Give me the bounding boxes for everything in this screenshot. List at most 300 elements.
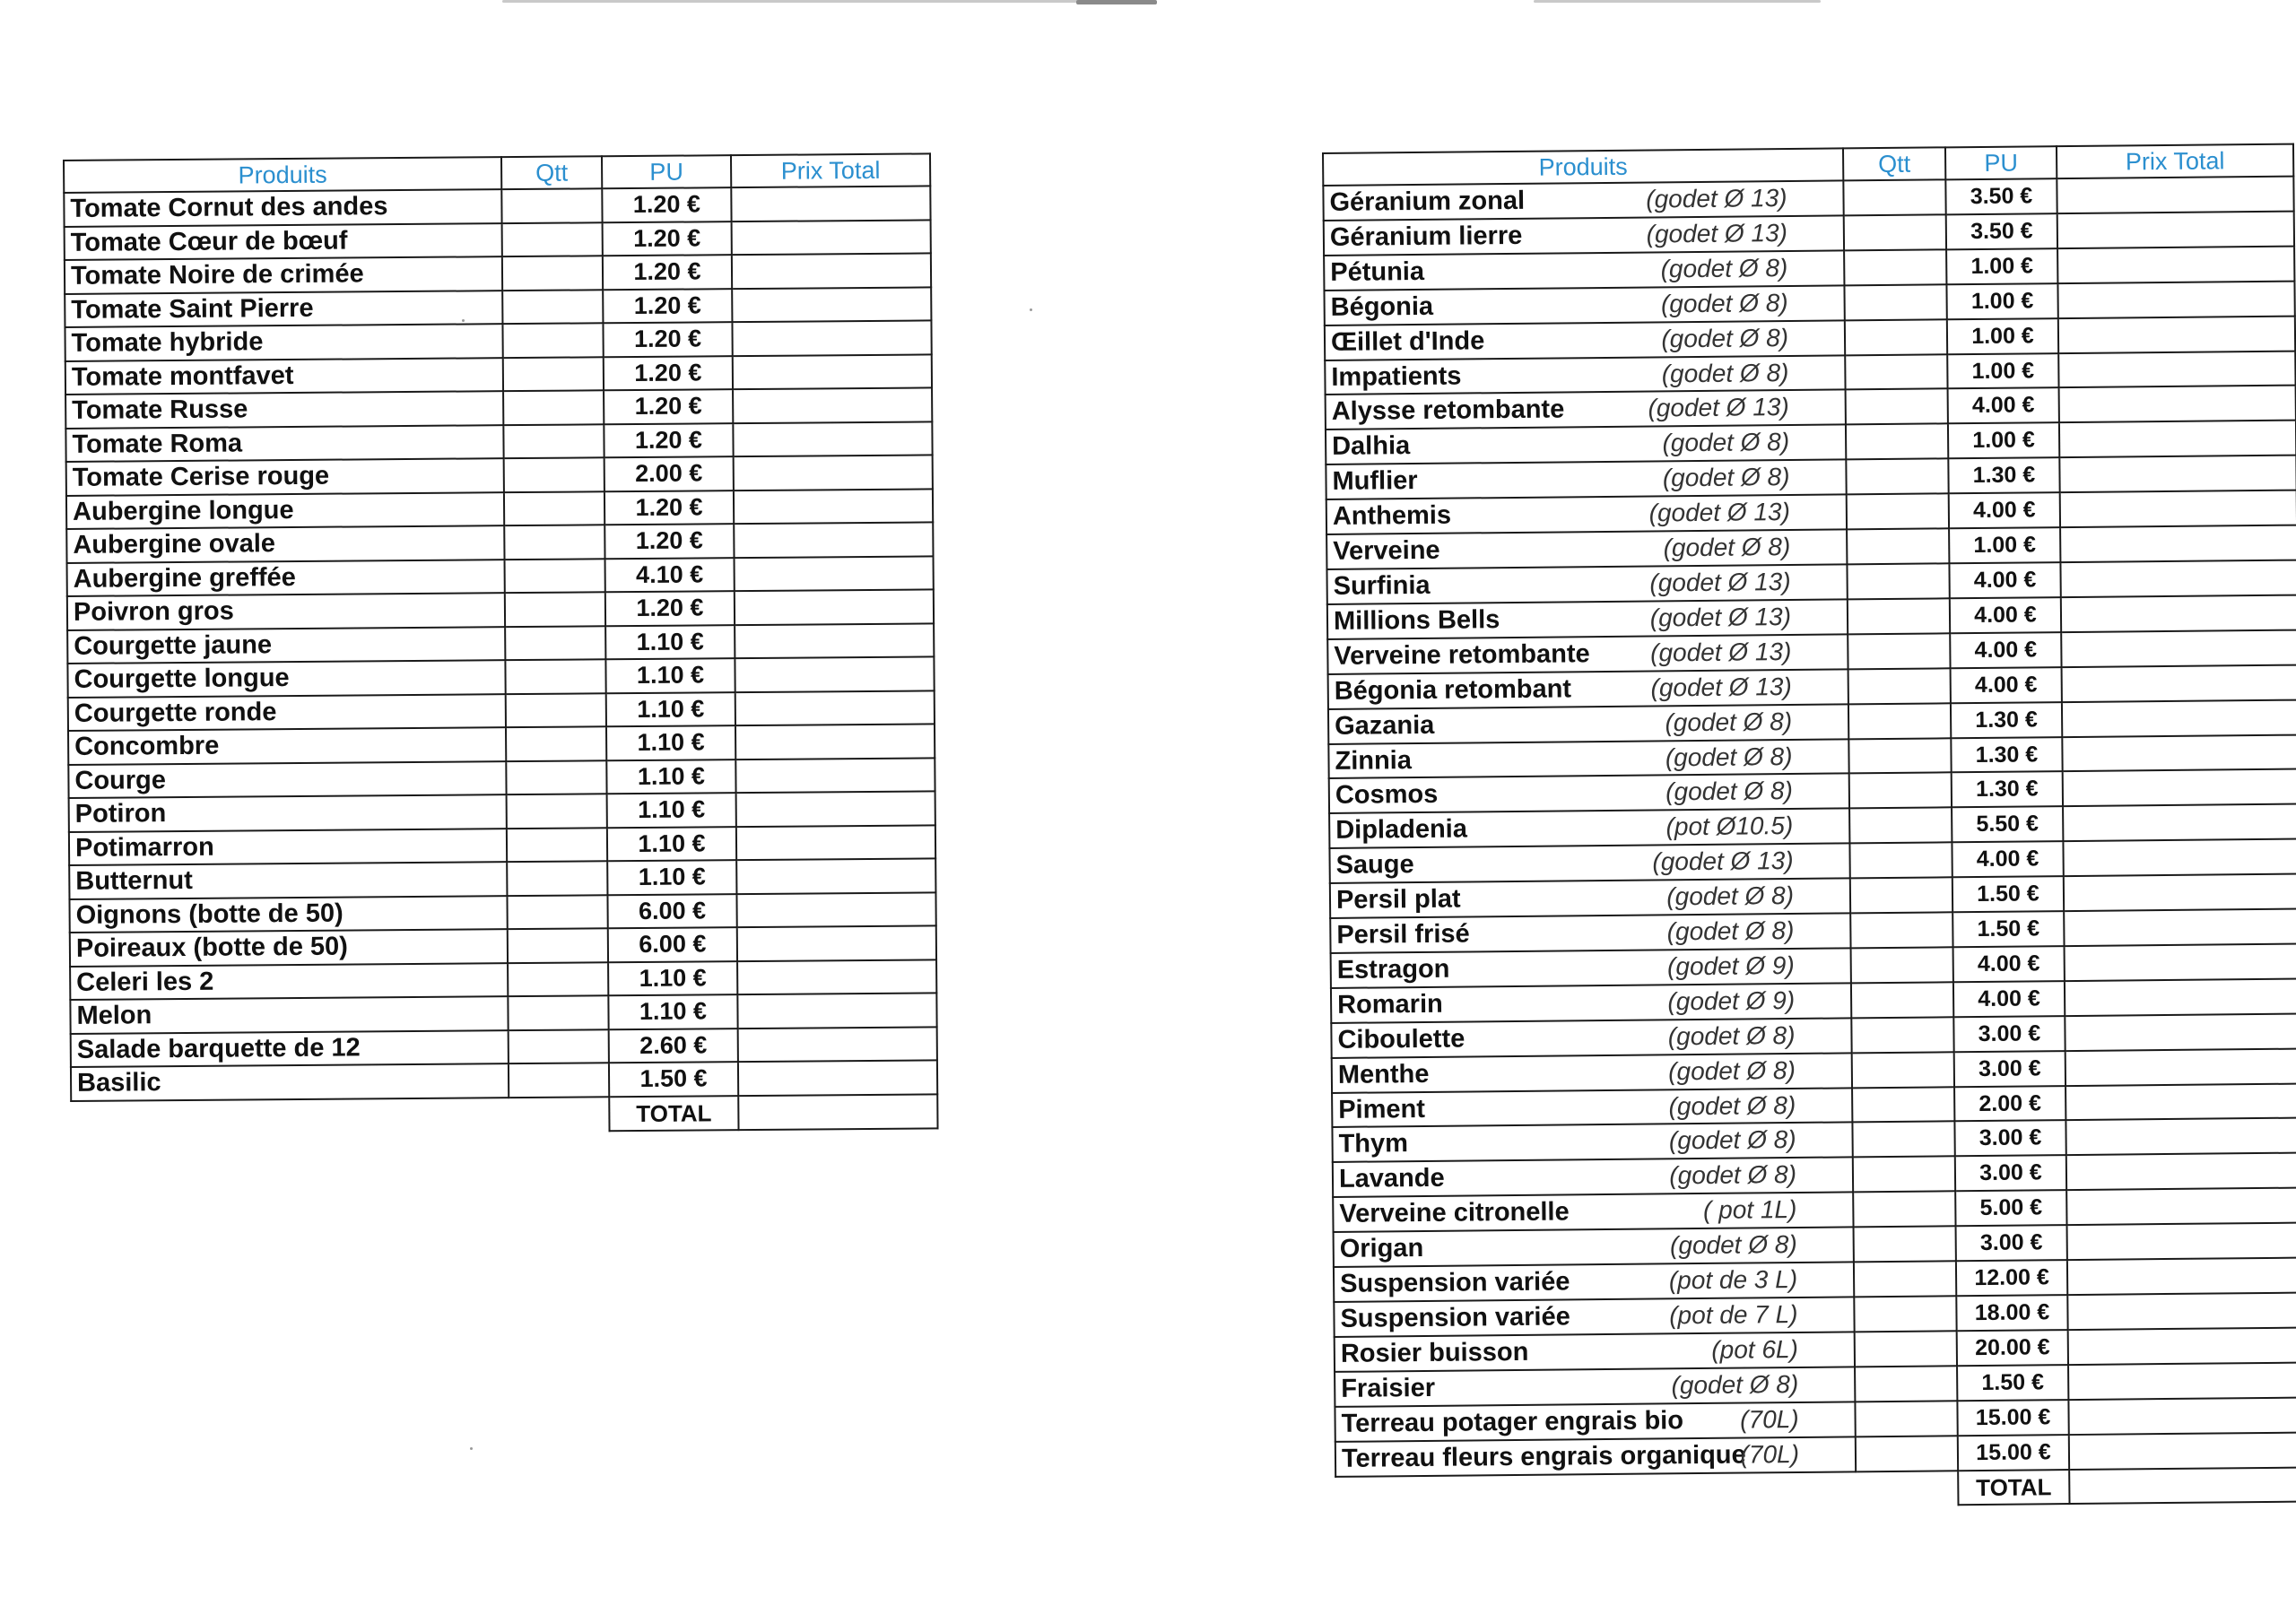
product-name: Romarin <box>1336 989 1443 1020</box>
line-total-cell[interactable] <box>737 959 936 994</box>
line-total-cell[interactable] <box>2064 874 2296 911</box>
line-total-cell[interactable] <box>2066 1083 2296 1120</box>
vegetables-rows <box>64 186 937 1100</box>
pot-size: (godet Ø 13) <box>1648 393 1789 422</box>
quantity-cell[interactable] <box>1844 284 1946 320</box>
line-total-cell[interactable] <box>2066 1188 2296 1225</box>
line-total-cell[interactable] <box>2057 246 2294 282</box>
line-total-cell[interactable] <box>2068 1327 2296 1364</box>
grand-total-cell[interactable] <box>2069 1467 2296 1504</box>
pot-size: (godet Ø 8) <box>1666 881 1795 911</box>
line-total-cell[interactable] <box>2065 978 2296 1015</box>
product-name: Tomate hybride <box>71 327 264 358</box>
header-product: Produits <box>64 157 501 193</box>
product-cell <box>1331 948 1851 987</box>
line-total-cell[interactable] <box>2057 281 2294 317</box>
product-name: Lavande <box>1338 1164 1445 1194</box>
quantity-cell[interactable] <box>1851 947 1953 983</box>
product-name: Ciboulette <box>1337 1024 1465 1055</box>
quantity-cell[interactable] <box>503 424 604 458</box>
line-total-cell[interactable] <box>2066 1118 2296 1155</box>
product-cell <box>1323 180 1843 220</box>
quantity-cell[interactable] <box>508 962 608 996</box>
product-name: Œillet d'Inde <box>1330 325 1485 357</box>
quantity-cell[interactable] <box>1848 738 1951 774</box>
quantity-cell[interactable] <box>1847 563 1949 599</box>
quantity-cell[interactable] <box>1852 1087 1954 1123</box>
pot-size: (godet Ø 8) <box>1662 428 1790 457</box>
quantity-cell[interactable] <box>502 222 603 256</box>
product-cell <box>70 929 508 966</box>
quantity-cell[interactable] <box>1849 843 1952 879</box>
product-name: Poivron gros <box>73 596 234 627</box>
line-total-cell[interactable] <box>2062 664 2296 701</box>
product-name: Pétunia <box>1330 256 1425 287</box>
unit-price: 3.00 € <box>1955 1155 2066 1191</box>
product-cell <box>1326 564 1847 603</box>
line-total-cell[interactable] <box>734 455 933 490</box>
quantity-cell[interactable] <box>1855 1401 1957 1436</box>
quantity-cell[interactable] <box>1848 703 1951 739</box>
header-pu: PU <box>602 155 731 188</box>
product-cell <box>1335 1436 1856 1476</box>
total-spacer <box>509 1097 609 1132</box>
scan-edge-top-center <box>1076 0 1157 4</box>
quantity-cell[interactable] <box>1846 424 1948 460</box>
product-name: Impatients <box>1331 361 1462 392</box>
product-name: Poireaux (botte de 50) <box>75 932 348 963</box>
product-cell <box>65 291 502 327</box>
unit-price: 2.00 € <box>1954 1086 2066 1122</box>
quantity-cell[interactable] <box>1856 1436 1958 1471</box>
quantity-cell[interactable] <box>1855 1331 1957 1367</box>
line-total-cell[interactable] <box>735 589 934 624</box>
total-label: TOTAL <box>609 1096 738 1131</box>
line-total-cell[interactable] <box>738 1027 937 1062</box>
unit-price: 3.50 € <box>1945 178 2057 214</box>
pot-size: (godet Ø 13) <box>1646 218 1788 248</box>
line-total-cell[interactable] <box>736 858 935 893</box>
unit-price: 1.50 € <box>609 1062 738 1097</box>
line-total-cell[interactable] <box>2067 1258 2296 1295</box>
product-name: Sauge <box>1335 850 1414 881</box>
unit-price: 1.10 € <box>607 793 736 828</box>
product-name: Origan <box>1339 1234 1424 1264</box>
product-cell <box>69 862 507 898</box>
unit-price: 1.10 € <box>608 994 737 1029</box>
quantity-cell[interactable] <box>503 390 604 424</box>
product-name: Bégonia retombant <box>1334 674 1572 706</box>
line-total-cell[interactable] <box>734 522 933 557</box>
product-name: Courgette longue <box>74 664 290 694</box>
grand-total-cell[interactable] <box>738 1094 937 1130</box>
unit-price: 1.10 € <box>605 625 735 660</box>
product-name: Piment <box>1338 1094 1426 1124</box>
pot-size: (godet Ø 8) <box>1665 742 1793 771</box>
unit-price: 1.00 € <box>1947 318 2058 354</box>
quantity-cell[interactable] <box>501 188 602 222</box>
unit-price: 18.00 € <box>1956 1295 2067 1331</box>
quantity-cell[interactable] <box>1848 668 1951 704</box>
quantity-cell[interactable] <box>506 693 606 727</box>
unit-price: 1.20 € <box>605 591 735 626</box>
line-total-cell[interactable] <box>733 387 932 422</box>
product-cell <box>65 223 502 260</box>
product-name: Tomate Cœur de bœuf <box>70 226 348 257</box>
product-cell <box>65 391 503 428</box>
quantity-cell[interactable] <box>1852 1122 1954 1158</box>
quantity-cell[interactable] <box>505 626 605 660</box>
line-total-cell[interactable] <box>2061 595 2296 631</box>
line-total-cell[interactable] <box>2059 386 2296 422</box>
unit-price: 1.20 € <box>604 423 733 458</box>
line-total-cell[interactable] <box>2060 490 2296 527</box>
line-total-cell[interactable] <box>735 690 935 725</box>
product-name: Butternut <box>75 865 193 896</box>
quantity-cell[interactable] <box>507 794 607 828</box>
product-cell <box>1328 704 1848 743</box>
unit-price: 4.00 € <box>1953 946 2065 982</box>
header-qtt: Qtt <box>501 156 602 189</box>
pot-size: (godet Ø 8) <box>1667 1020 1796 1051</box>
line-total-cell[interactable] <box>2069 1432 2296 1469</box>
line-total-cell[interactable] <box>2064 909 2296 946</box>
pot-size: (godet Ø 8) <box>1661 323 1789 353</box>
line-total-cell[interactable] <box>2066 1048 2296 1085</box>
unit-price: 15.00 € <box>1957 1400 2068 1436</box>
quantity-cell[interactable] <box>502 256 603 290</box>
product-cell <box>68 727 506 764</box>
product-cell <box>65 358 503 395</box>
product-cell <box>1335 1332 1855 1371</box>
quantity-cell[interactable] <box>1848 598 1950 634</box>
product-cell <box>1335 1367 1855 1406</box>
pot-size: ( pot 1L) <box>1702 1195 1797 1225</box>
product-cell <box>66 458 504 495</box>
pot-size: (godet Ø 8) <box>1666 916 1795 946</box>
product-cell <box>1324 250 1844 290</box>
quantity-cell[interactable] <box>1855 1366 1957 1402</box>
product-name: Fraisier <box>1341 1373 1436 1403</box>
product-name: Anthemis <box>1332 500 1452 532</box>
product-cell <box>67 627 505 664</box>
quantity-cell[interactable] <box>505 592 605 626</box>
quantity-cell[interactable] <box>503 357 604 391</box>
line-total-cell[interactable] <box>2063 839 2296 876</box>
line-total-cell[interactable] <box>2068 1397 2296 1434</box>
unit-price: 1.20 € <box>603 289 732 324</box>
line-total-cell[interactable] <box>2063 804 2296 841</box>
line-total-cell[interactable] <box>735 623 934 658</box>
product-cell <box>1328 669 1848 708</box>
product-name: Tomate Cornut des andes <box>70 192 388 223</box>
unit-price: 15.00 € <box>1958 1435 2069 1471</box>
line-total-cell[interactable] <box>2067 1293 2296 1330</box>
unit-price: 12.00 € <box>1956 1260 2067 1296</box>
product-name: Suspension variée <box>1340 1302 1570 1333</box>
product-name: Estragon <box>1336 954 1450 985</box>
product-cell <box>71 1030 509 1067</box>
pot-size: (godet Ø 13) <box>1649 602 1792 632</box>
quantity-cell[interactable] <box>507 861 607 895</box>
unit-price: 1.00 € <box>1948 422 2059 458</box>
quantity-cell[interactable] <box>1845 319 1947 355</box>
product-cell <box>1328 739 1848 778</box>
product-name: Suspension variée <box>1339 1267 1570 1298</box>
line-total-cell[interactable] <box>736 892 935 927</box>
unit-price: 1.30 € <box>1952 772 2063 808</box>
unit-price: 2.60 € <box>609 1028 738 1063</box>
line-total-cell[interactable] <box>734 489 933 524</box>
quantity-cell[interactable] <box>1846 389 1948 425</box>
product-cell <box>1326 460 1846 499</box>
quantity-cell[interactable] <box>502 323 603 357</box>
quantity-cell[interactable] <box>1844 249 1946 285</box>
unit-price: 6.00 € <box>607 894 736 929</box>
product-cell <box>69 829 507 865</box>
vegetables-order-table <box>63 152 939 1135</box>
pot-size: (pot de 7 L) <box>1669 1299 1798 1330</box>
unit-price: 3.00 € <box>1954 1051 2066 1087</box>
line-total-cell[interactable] <box>2067 1223 2296 1260</box>
unit-price: 4.00 € <box>1948 388 2059 424</box>
quantity-cell[interactable] <box>504 525 604 559</box>
product-name: Aubergine greffée <box>73 562 296 594</box>
product-name: Tomate Saint Pierre <box>71 293 314 325</box>
quantity-cell[interactable] <box>506 726 606 760</box>
line-total-cell[interactable] <box>2065 944 2296 981</box>
product-name: Tomate Noire de crimée <box>70 259 364 291</box>
quantity-cell[interactable] <box>508 928 608 962</box>
product-name: Aubergine longue <box>72 495 294 526</box>
unit-price: 4.00 € <box>1949 562 2060 598</box>
total-label: TOTAL <box>1958 1470 2069 1505</box>
line-total-cell[interactable] <box>2057 212 2294 248</box>
line-total-cell[interactable] <box>737 993 936 1028</box>
product-cell <box>1327 634 1848 673</box>
unit-price: 1.50 € <box>1952 876 2064 912</box>
line-total-cell[interactable] <box>736 791 935 826</box>
product-cell <box>1334 1262 1854 1301</box>
total-spacer <box>1335 1471 1856 1511</box>
unit-price: 3.00 € <box>1954 1121 2066 1157</box>
product-cell <box>67 660 505 697</box>
product-name: Zinnia <box>1335 745 1413 776</box>
pot-size: (godet Ø 8) <box>1661 358 1789 387</box>
product-name: Persil frisé <box>1336 919 1470 950</box>
quantity-cell[interactable] <box>509 1029 609 1063</box>
unit-price: 20.00 € <box>1957 1330 2068 1366</box>
product-cell <box>1324 285 1844 325</box>
line-total-cell[interactable] <box>735 758 935 793</box>
quantity-cell[interactable] <box>506 760 606 794</box>
unit-price: 3.50 € <box>1946 213 2057 249</box>
quantity-cell[interactable] <box>1854 1261 1956 1297</box>
line-total-cell[interactable] <box>2068 1362 2296 1399</box>
quantity-cell[interactable] <box>509 1063 609 1097</box>
unit-price: 1.20 € <box>603 255 732 290</box>
unit-price: 1.20 € <box>603 221 732 256</box>
product-name: Courgette ronde <box>74 697 277 728</box>
product-cell <box>70 996 508 1033</box>
pot-size: (godet Ø 8) <box>1665 707 1793 736</box>
product-name: Tomate Cerise rouge <box>72 461 330 492</box>
quantity-cell[interactable] <box>1849 773 1952 809</box>
product-name: Terreau potager engrais bio <box>1341 1405 1684 1438</box>
product-cell <box>1325 320 1845 360</box>
line-total-cell[interactable] <box>2059 456 2296 492</box>
line-total-cell[interactable] <box>731 186 930 221</box>
quantity-cell[interactable] <box>1851 1017 1953 1053</box>
product-cell <box>67 560 505 596</box>
quantity-cell[interactable] <box>508 995 608 1029</box>
quantity-cell[interactable] <box>1852 1052 1954 1088</box>
unit-price: 1.20 € <box>604 524 734 559</box>
line-total-cell[interactable] <box>732 287 931 322</box>
quantity-cell[interactable] <box>504 457 604 491</box>
quantity-cell[interactable] <box>507 828 607 862</box>
quantity-cell[interactable] <box>1853 1157 1955 1193</box>
product-name: Potimarron <box>74 832 214 863</box>
line-total-cell[interactable] <box>2058 351 2295 387</box>
product-name: Terreau fleurs engrais organique <box>1341 1440 1746 1473</box>
product-cell <box>1335 1402 1855 1441</box>
line-total-cell[interactable] <box>732 220 931 255</box>
product-name: Melon <box>76 1001 152 1030</box>
product-name: Basilic <box>76 1068 161 1098</box>
pot-size: (godet Ø 8) <box>1669 1230 1797 1260</box>
quantity-cell[interactable] <box>1850 877 1952 913</box>
line-total-cell[interactable] <box>2062 699 2296 736</box>
pot-size: (70L) <box>1740 1404 1799 1434</box>
product-cell <box>1329 844 1849 883</box>
quantity-cell[interactable] <box>1847 493 1949 529</box>
unit-price: 1.00 € <box>1946 248 2057 284</box>
unit-price: 1.20 € <box>604 490 734 525</box>
product-cell <box>1327 599 1848 638</box>
product-name: Tomate Roma <box>72 428 243 459</box>
product-name: Verveine retombante <box>1334 638 1590 671</box>
product-name: Verveine citronelle <box>1339 1197 1570 1229</box>
pot-size: (godet Ø 13) <box>1650 672 1792 702</box>
unit-price: 1.00 € <box>1946 283 2057 319</box>
pot-size: (godet Ø 8) <box>1663 533 1791 562</box>
quantity-cell[interactable] <box>1843 179 1945 215</box>
quantity-cell[interactable] <box>1850 912 1952 948</box>
plants-order-table <box>1322 143 2296 1512</box>
product-name: Muflier <box>1332 466 1418 497</box>
product-cell <box>66 525 504 562</box>
product-name: Géranium lierre <box>1329 221 1523 252</box>
unit-price: 4.00 € <box>1952 841 2063 877</box>
line-total-cell[interactable] <box>2061 629 2296 666</box>
quantity-cell[interactable] <box>1853 1192 1955 1228</box>
product-cell <box>1329 809 1849 848</box>
product-cell <box>67 593 505 629</box>
product-cell <box>1332 1053 1852 1092</box>
product-name: Persil plat <box>1335 884 1461 916</box>
total-spacer <box>71 1098 509 1135</box>
line-total-cell[interactable] <box>2063 769 2296 806</box>
quantity-cell[interactable] <box>505 559 605 593</box>
product-cell <box>1326 495 1847 534</box>
product-cell <box>71 1063 509 1100</box>
unit-price: 4.00 € <box>1950 597 2061 633</box>
unit-price: 1.30 € <box>1951 702 2062 738</box>
line-total-cell[interactable] <box>2060 525 2296 562</box>
quantity-cell[interactable] <box>1851 982 1953 1018</box>
total-row <box>71 1094 937 1135</box>
quantity-cell[interactable] <box>1845 354 1947 390</box>
product-cell <box>68 694 506 731</box>
quantity-cell[interactable] <box>1846 459 1948 495</box>
quantity-cell[interactable] <box>507 895 607 929</box>
header-total: Prix Total <box>731 153 930 187</box>
line-total-cell[interactable] <box>2057 177 2293 213</box>
line-total-cell[interactable] <box>737 925 936 960</box>
line-total-cell[interactable] <box>2060 560 2296 597</box>
product-cell <box>65 425 503 462</box>
quantity-cell[interactable] <box>1854 1296 1956 1332</box>
unit-price: 4.00 € <box>1953 981 2065 1017</box>
line-total-cell[interactable] <box>2065 1013 2296 1050</box>
line-total-cell[interactable] <box>2059 421 2296 457</box>
pot-size: (godet Ø 8) <box>1665 777 1794 806</box>
line-total-cell[interactable] <box>733 354 932 389</box>
line-total-cell[interactable] <box>2058 316 2295 352</box>
product-cell <box>1331 983 1851 1022</box>
pot-size: (pot Ø10.5) <box>1665 812 1794 841</box>
quantity-cell[interactable] <box>504 491 604 525</box>
product-cell <box>1332 1088 1852 1127</box>
line-total-cell[interactable] <box>735 724 935 759</box>
line-total-cell[interactable] <box>738 1060 937 1095</box>
product-cell <box>69 794 507 831</box>
line-total-cell[interactable] <box>735 656 934 691</box>
product-cell <box>1334 1228 1854 1267</box>
unit-price: 1.10 € <box>605 658 735 693</box>
scan-edge-top-right <box>1534 0 1821 3</box>
line-total-cell[interactable] <box>732 253 931 288</box>
quantity-cell[interactable] <box>1849 808 1952 844</box>
line-total-cell[interactable] <box>2066 1153 2296 1190</box>
quantity-cell[interactable] <box>1854 1226 1956 1262</box>
product-name: Celeri les 2 <box>76 967 214 997</box>
quantity-cell[interactable] <box>1848 633 1950 669</box>
line-total-cell[interactable] <box>732 320 931 355</box>
line-total-cell[interactable] <box>733 421 932 456</box>
line-total-cell[interactable] <box>736 825 935 860</box>
quantity-cell[interactable] <box>1847 528 1949 564</box>
line-total-cell[interactable] <box>735 556 934 591</box>
unit-price: 1.30 € <box>1948 457 2059 493</box>
unit-price: 2.00 € <box>604 456 734 491</box>
unit-price: 5.00 € <box>1955 1190 2066 1226</box>
product-cell <box>1324 215 1844 255</box>
product-name: Bégonia <box>1330 291 1434 322</box>
product-name: Verveine <box>1333 535 1440 566</box>
pot-size: (godet Ø 8) <box>1668 1125 1796 1155</box>
product-cell <box>1331 1018 1851 1057</box>
scan-speck <box>1030 308 1032 311</box>
product-name: Courge <box>74 765 167 795</box>
unit-price: 4.00 € <box>1950 632 2061 668</box>
quantity-cell[interactable] <box>502 290 603 324</box>
quantity-cell[interactable] <box>505 659 605 693</box>
line-total-cell[interactable] <box>2062 734 2296 771</box>
unit-price: 1.20 € <box>603 322 732 357</box>
quantity-cell[interactable] <box>1844 214 1946 250</box>
